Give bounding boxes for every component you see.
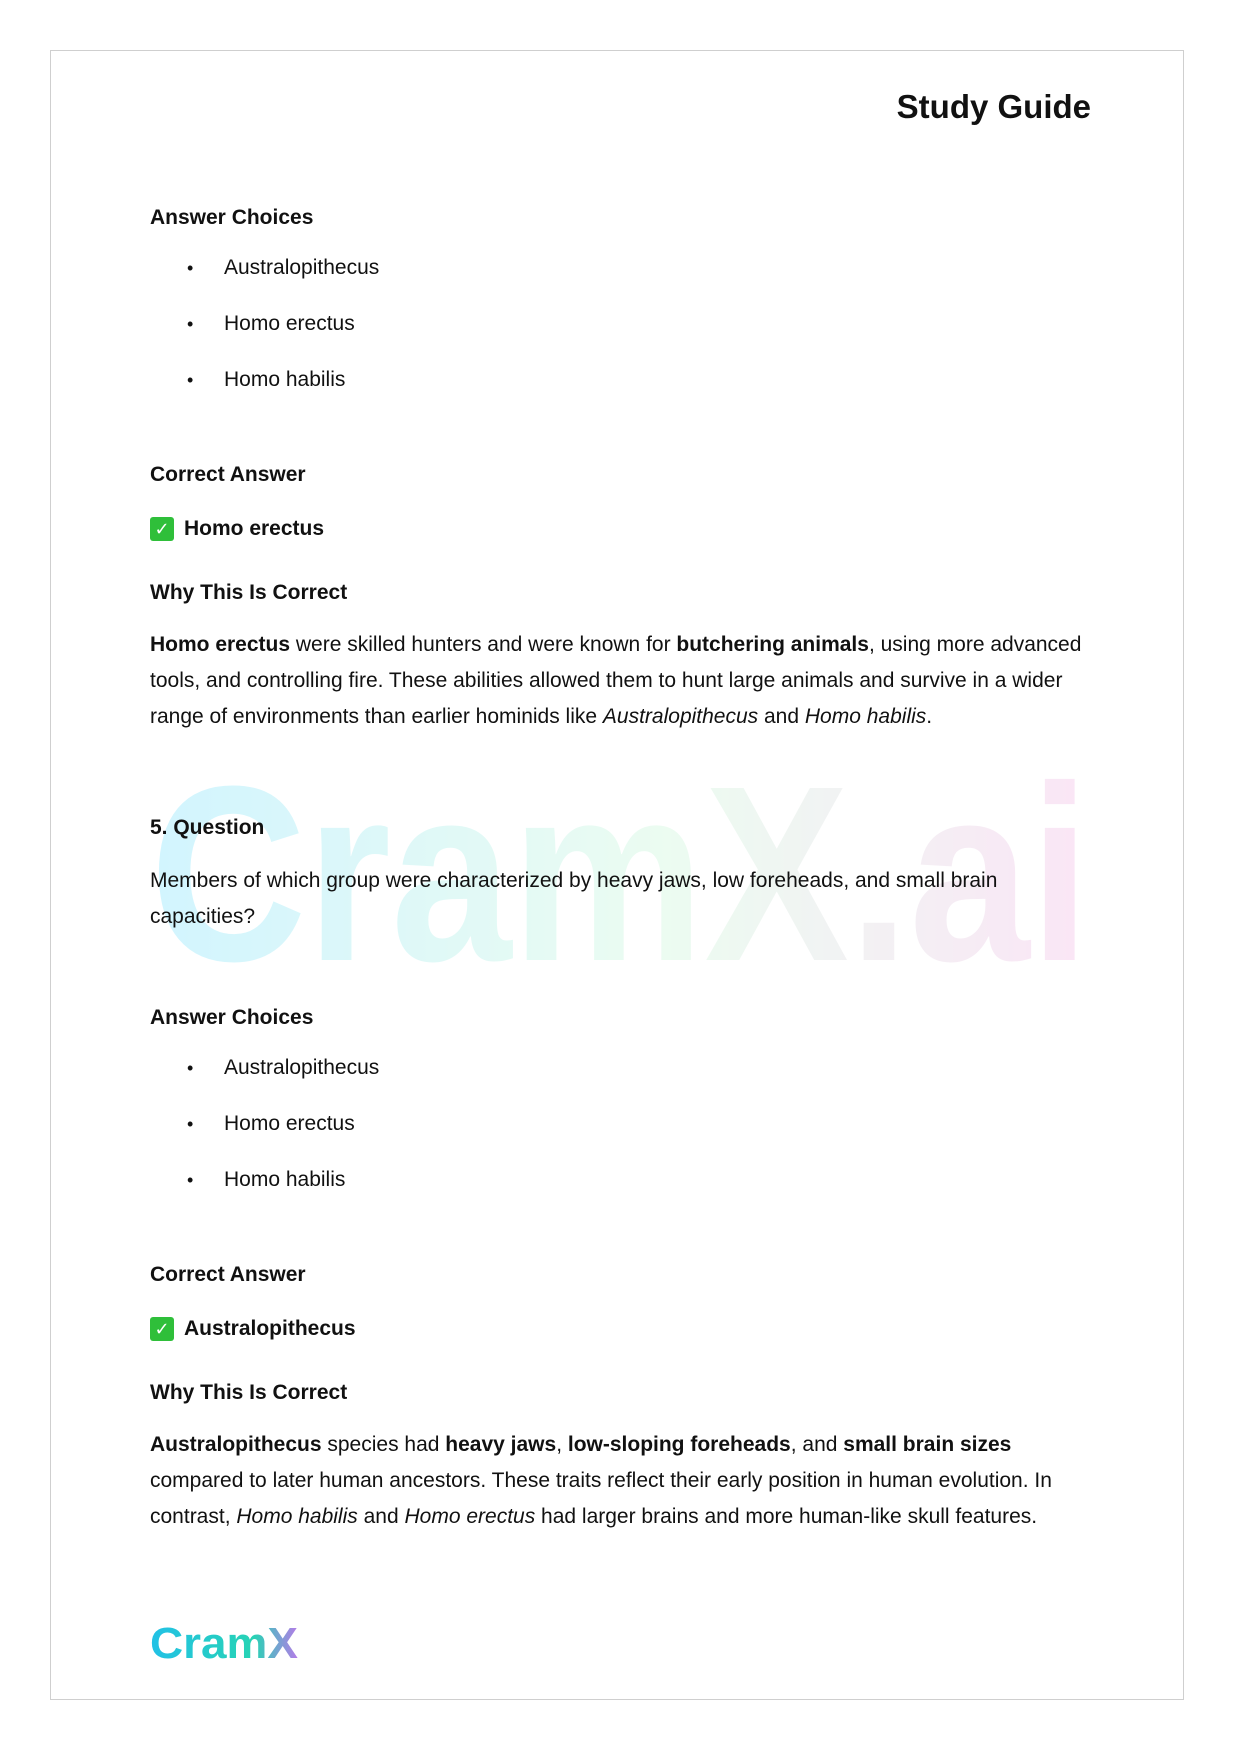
list-item: • Australopithecus [187,1056,380,1079]
cramx-logo [150,1618,300,1668]
list-item: • Homo habilis [187,368,346,391]
explanation-paragraph: Homo erectus were skilled hunters and were known for butchering animals, using more advanced tools, and controlling fire. These abilities allowed them to hunt large animals and survive in a wider range of environments than earlier hominids like Australopithecus and Homo habilis. [150,633,1082,728]
list-item: • Homo erectus [187,1112,355,1135]
bullet-icon: • [187,369,194,390]
why-correct-heading: Why This Is Correct [150,581,348,604]
check-icon: ✓ [150,517,174,541]
answer-choices-heading: Answer Choices [150,1006,314,1029]
correct-answer-heading: Correct Answer [150,463,306,486]
bullet-icon: • [187,1169,194,1190]
question-text: Members of which group were characterized by heavy jaws, low foreheads, and small brain capacities? [150,869,998,928]
logo-text: CramX [150,1619,298,1668]
why-correct-heading: Why This Is Correct [150,1381,348,1404]
correct-answer: ✓ Homo erectus [150,517,324,541]
bullet-icon: • [187,257,194,278]
bullet-icon: • [187,313,194,334]
list-item: • Homo habilis [187,1168,346,1191]
watermark-text: CramX.ai [150,755,1090,995]
correct-answer: ✓ Australopithecus [150,1317,356,1341]
correct-answer-heading: Correct Answer [150,1263,306,1286]
answer-choices-heading: Answer Choices [150,206,314,229]
page-title: Study Guide [896,88,1091,125]
bullet-icon: • [187,1057,194,1078]
list-item: • Australopithecus [187,256,380,279]
bullet-icon: • [187,1113,194,1134]
explanation-paragraph: Australopithecus species had heavy jaws, low-sloping foreheads, and small brain sizes compared to later human ancestors. These traits reflect their early position in human evolution. In contrast, Homo habilis and Homo erectus had larger brains and more human-like skull features. [150,1433,1052,1528]
check-icon: ✓ [150,1317,174,1341]
list-item: • Homo erectus [187,312,355,335]
question-heading: 5. Question [150,816,265,839]
